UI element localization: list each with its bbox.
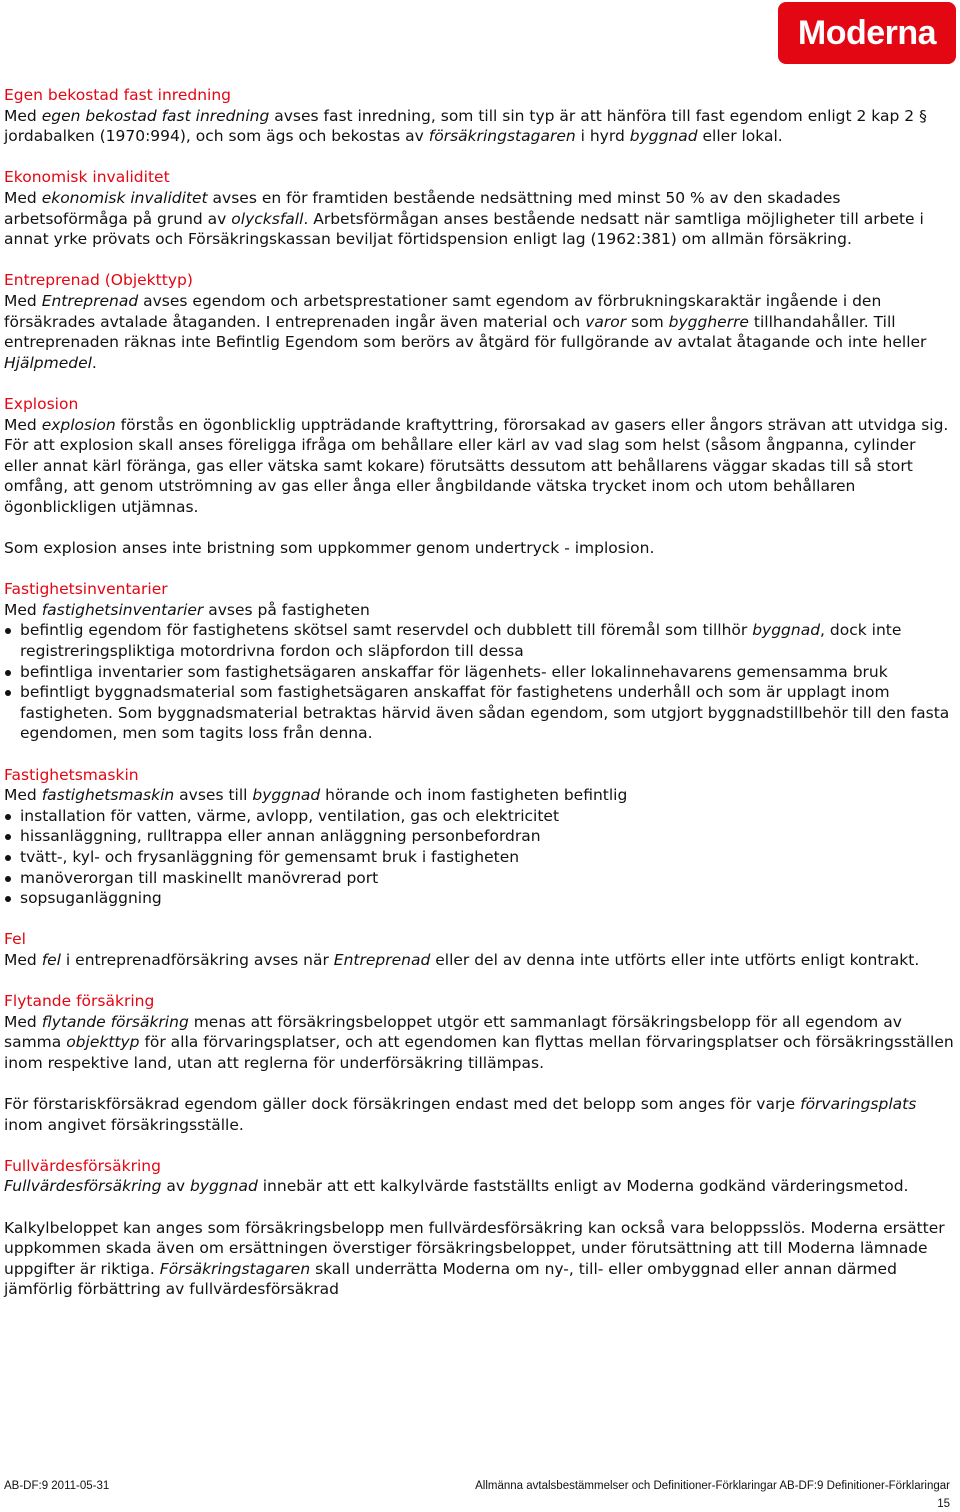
definition-paragraph bbox=[4, 106, 954, 147]
term-italic: byggnad bbox=[252, 786, 321, 805]
text-run: avses på fastigheten bbox=[203, 600, 370, 619]
bullet-list bbox=[4, 806, 954, 909]
definition-section bbox=[4, 765, 954, 909]
text-run: menas att försäkringsbeloppet utgör ett sammanlagt försäkringsbelopp för all egendom av samma bbox=[4, 1012, 902, 1052]
text-run: manöverorgan till maskinellt manövrerad port bbox=[20, 868, 379, 887]
definition-paragraph bbox=[4, 188, 954, 250]
term-italic: Fullvärdesförsäkring bbox=[4, 1177, 162, 1196]
term-italic: förvaringsplats bbox=[800, 1095, 917, 1114]
footer-doc-id: AB-DF:9 2011-05-31 bbox=[4, 1480, 110, 1492]
term-italic: flytande försäkring bbox=[41, 1012, 189, 1031]
text-run: av bbox=[161, 1177, 190, 1196]
text-run: befintligt byggnadsmaterial som fastighetsägaren anskaffat för fastighetens underhåll och som är upplagt inom fastigheten. Som byggnadsmaterial betraktas härvid även sådan egendom, som utgjort byggnadstillbehör till den fasta egendomen, men som tagits loss från denna. bbox=[20, 683, 950, 743]
text-run: installation för vatten, värme, avlopp, ventilation, gas och elektricitet bbox=[20, 806, 560, 825]
term-italic: byggnad bbox=[629, 127, 698, 146]
definition-paragraph bbox=[4, 1094, 954, 1135]
text-run: innebär att ett kalkylvärde fastställts enligt av Moderna godkänd värderingsmetod. bbox=[257, 1177, 909, 1196]
text-run: hörande och inom fastigheten befintlig bbox=[320, 786, 628, 805]
term-italic: explosion bbox=[41, 415, 116, 434]
text-run: Med bbox=[4, 291, 42, 310]
definition-paragraph bbox=[4, 1012, 954, 1074]
definition-section bbox=[4, 1156, 954, 1300]
footer-title: Allmänna avtalsbestämmelser och Definitioner-Förklaringar AB-DF:9 Definitioner-Förklaringar bbox=[475, 1480, 950, 1492]
text-run: . Arbetsförmågan anses bestående nedsatt när samtliga möjligheter till arbete i annat yrke prövats och Försäkringskassan beviljat förtidspension enligt lag (1962:381) om allmän försäkring. bbox=[4, 209, 924, 249]
definition-section bbox=[4, 270, 954, 373]
definition-paragraph bbox=[4, 600, 954, 621]
text-run: avses egendom och arbetsprestationer samt egendom av förbrukningskaraktär ingående i den försäkrades avtalade åtaganden. I entreprenaden ingår även material och bbox=[4, 291, 882, 331]
term-italic: fastighetsmaskin bbox=[41, 786, 175, 805]
definition-section bbox=[4, 394, 954, 559]
definition-paragraph bbox=[4, 1218, 954, 1300]
definition-section bbox=[4, 85, 954, 147]
term-italic: försäkringstagaren bbox=[428, 127, 576, 146]
moderna-logo bbox=[778, 2, 956, 64]
list-item bbox=[4, 620, 954, 661]
text-run: som bbox=[626, 312, 669, 331]
text-run: avses till bbox=[174, 786, 253, 805]
text-run: För förstariskförsäkrad egendom gäller dock försäkringen endast med det belopp som anges för varje bbox=[4, 1095, 801, 1114]
definition-paragraph bbox=[4, 1176, 954, 1197]
text-run: befintlig egendom för fastighetens skötsel samt reservdel och dubblett till föremål som tillhör bbox=[20, 621, 753, 640]
term-italic: ekonomisk invaliditet bbox=[41, 188, 208, 207]
text-run: eller lokal. bbox=[697, 127, 783, 146]
text-run: Som explosion anses inte bristning som uppkommer genom undertryck - implosion. bbox=[4, 539, 655, 558]
term-italic: Entreprenad bbox=[41, 291, 139, 310]
text-run: inom angivet försäkringsställe. bbox=[4, 1115, 244, 1134]
page-number: 15 bbox=[937, 1498, 950, 1510]
list-item bbox=[4, 868, 954, 889]
text-run: skall underrätta Moderna om ny-, till- eller ombyggnad eller annan därmed jämförlig förbättring av fullvärdesförsäkrad bbox=[4, 1259, 897, 1299]
bullet-list bbox=[4, 620, 954, 744]
term-italic: objekttyp bbox=[66, 1033, 140, 1052]
definition-section bbox=[4, 991, 954, 1135]
list-item bbox=[4, 662, 954, 683]
definition-heading: Fullvärdesförsäkring bbox=[4, 1156, 161, 1175]
text-run: , dock inte registreringspliktiga motordrivna fordon och släpfordon till dessa bbox=[20, 621, 902, 661]
text-run: avses fast inredning, som till sin typ är att hänföra till fast egendom enligt 2 kap 2 § jordabalken (1970:994), och som ägs och bekostas av bbox=[4, 106, 927, 146]
term-italic: byggherre bbox=[668, 312, 749, 331]
text-run: avses en för framtiden bestående nedsättning med minst 50 % av den skadades arbetsoförmåga på grund av bbox=[4, 188, 841, 228]
text-run: Med bbox=[4, 600, 42, 619]
text-run: för alla förvaringsplatser, och att egendomen kan flyttas mellan förvaringsplatser och försäkringsställen inom respektive land, utan att reglerna för underförsäkring tillämpas. bbox=[4, 1033, 954, 1072]
text-run: Med bbox=[4, 188, 42, 207]
term-italic: Entreprenad bbox=[333, 950, 431, 969]
definition-heading: Entreprenad (Objekttyp) bbox=[4, 271, 193, 290]
text-run: tvätt-, kyl- och frysanläggning för gemensamt bruk i fastigheten bbox=[20, 847, 520, 866]
term-italic: varor bbox=[585, 312, 627, 331]
text-run: befintliga inventarier som fastighetsägaren anskaffar för lägenhets- eller lokalinnehavarens gemensamma bruk bbox=[20, 662, 888, 681]
definition-heading: Flytande försäkring bbox=[4, 992, 155, 1011]
list-item bbox=[4, 847, 954, 868]
definition-heading: Egen bekostad fast inredning bbox=[4, 86, 231, 104]
text-run: sopsuganläggning bbox=[20, 889, 162, 908]
text-run: tillhandahåller. Till entreprenaden räknas inte Befintlig Egendom som berörs av åtgärd för fullgörande av avtalat åtagande och inte heller bbox=[4, 312, 927, 352]
definition-paragraph bbox=[4, 950, 954, 971]
text-run: Kalkylbeloppet kan anges som försäkringsbelopp men fullvärdesförsäkring kan också vara beloppsslös. Moderna ersätter uppkommen skada även om ersättningen överstiger försäkringsbeloppet, under förutsättning att till Moderna lämnade uppgifter är riktiga. bbox=[4, 1218, 945, 1278]
definition-heading: Explosion bbox=[4, 394, 79, 413]
definition-paragraph bbox=[4, 538, 954, 559]
document-body bbox=[4, 85, 954, 1321]
term-italic: byggnad bbox=[189, 1177, 258, 1196]
term-italic: olycksfall bbox=[231, 209, 304, 228]
definition-section bbox=[4, 929, 954, 970]
definition-heading: Fastighetsmaskin bbox=[4, 765, 139, 784]
list-item bbox=[4, 806, 954, 827]
text-run: Med bbox=[4, 106, 42, 125]
term-italic: Hjälpmedel bbox=[4, 353, 92, 372]
definition-paragraph bbox=[4, 291, 954, 373]
definition-paragraph bbox=[4, 415, 954, 518]
text-run: i entreprenadförsäkring avses när bbox=[61, 950, 334, 969]
text-run: förstås en ögonblicklig uppträdande kraftyttring, förorsakad av gasers eller ångors strävan att utvidga sig. För att explosion skall anses föreligga ifråga om behållare eller kärl av vad slag som helst (såsom ångpanna, cylinder eller annat kärl föränga, gas eller vätska samt kokare) förutsätts dessutom att behållarens väggar skadas till så stort omfång, att genom utströmning av gas eller ånga eller ångbildande vätska trycket inom och utom behållaren ögonblickligen utjämnas. bbox=[4, 415, 949, 516]
text-run: eller del av denna inte utförts eller inte utförts enligt kontrakt. bbox=[430, 950, 920, 969]
definition-heading: Ekonomisk invaliditet bbox=[4, 168, 170, 187]
definition-section bbox=[4, 167, 954, 249]
list-item bbox=[4, 682, 954, 744]
text-run: Med bbox=[4, 786, 42, 805]
definition-heading: Fel bbox=[4, 930, 26, 949]
term-italic: egen bekostad fast inredning bbox=[41, 106, 270, 125]
logo-text: Moderna bbox=[797, 13, 937, 52]
list-item bbox=[4, 826, 954, 847]
definition-paragraph bbox=[4, 785, 954, 806]
list-item bbox=[4, 888, 954, 909]
definition-heading: Fastighetsinventarier bbox=[4, 580, 168, 599]
text-run: hissanläggning, rulltrappa eller annan anläggning personbefordran bbox=[20, 827, 541, 846]
term-italic: Försäkringstagaren bbox=[159, 1259, 311, 1278]
term-italic: byggnad bbox=[752, 621, 821, 640]
text-run: Med bbox=[4, 415, 42, 434]
definition-section bbox=[4, 579, 954, 744]
term-italic: fastighetsinventarier bbox=[41, 600, 204, 619]
text-run: Med bbox=[4, 950, 42, 969]
text-run: i hyrd bbox=[575, 127, 630, 146]
text-run: . bbox=[91, 353, 97, 372]
text-run: Med bbox=[4, 1012, 42, 1031]
term-italic: fel bbox=[41, 950, 61, 969]
